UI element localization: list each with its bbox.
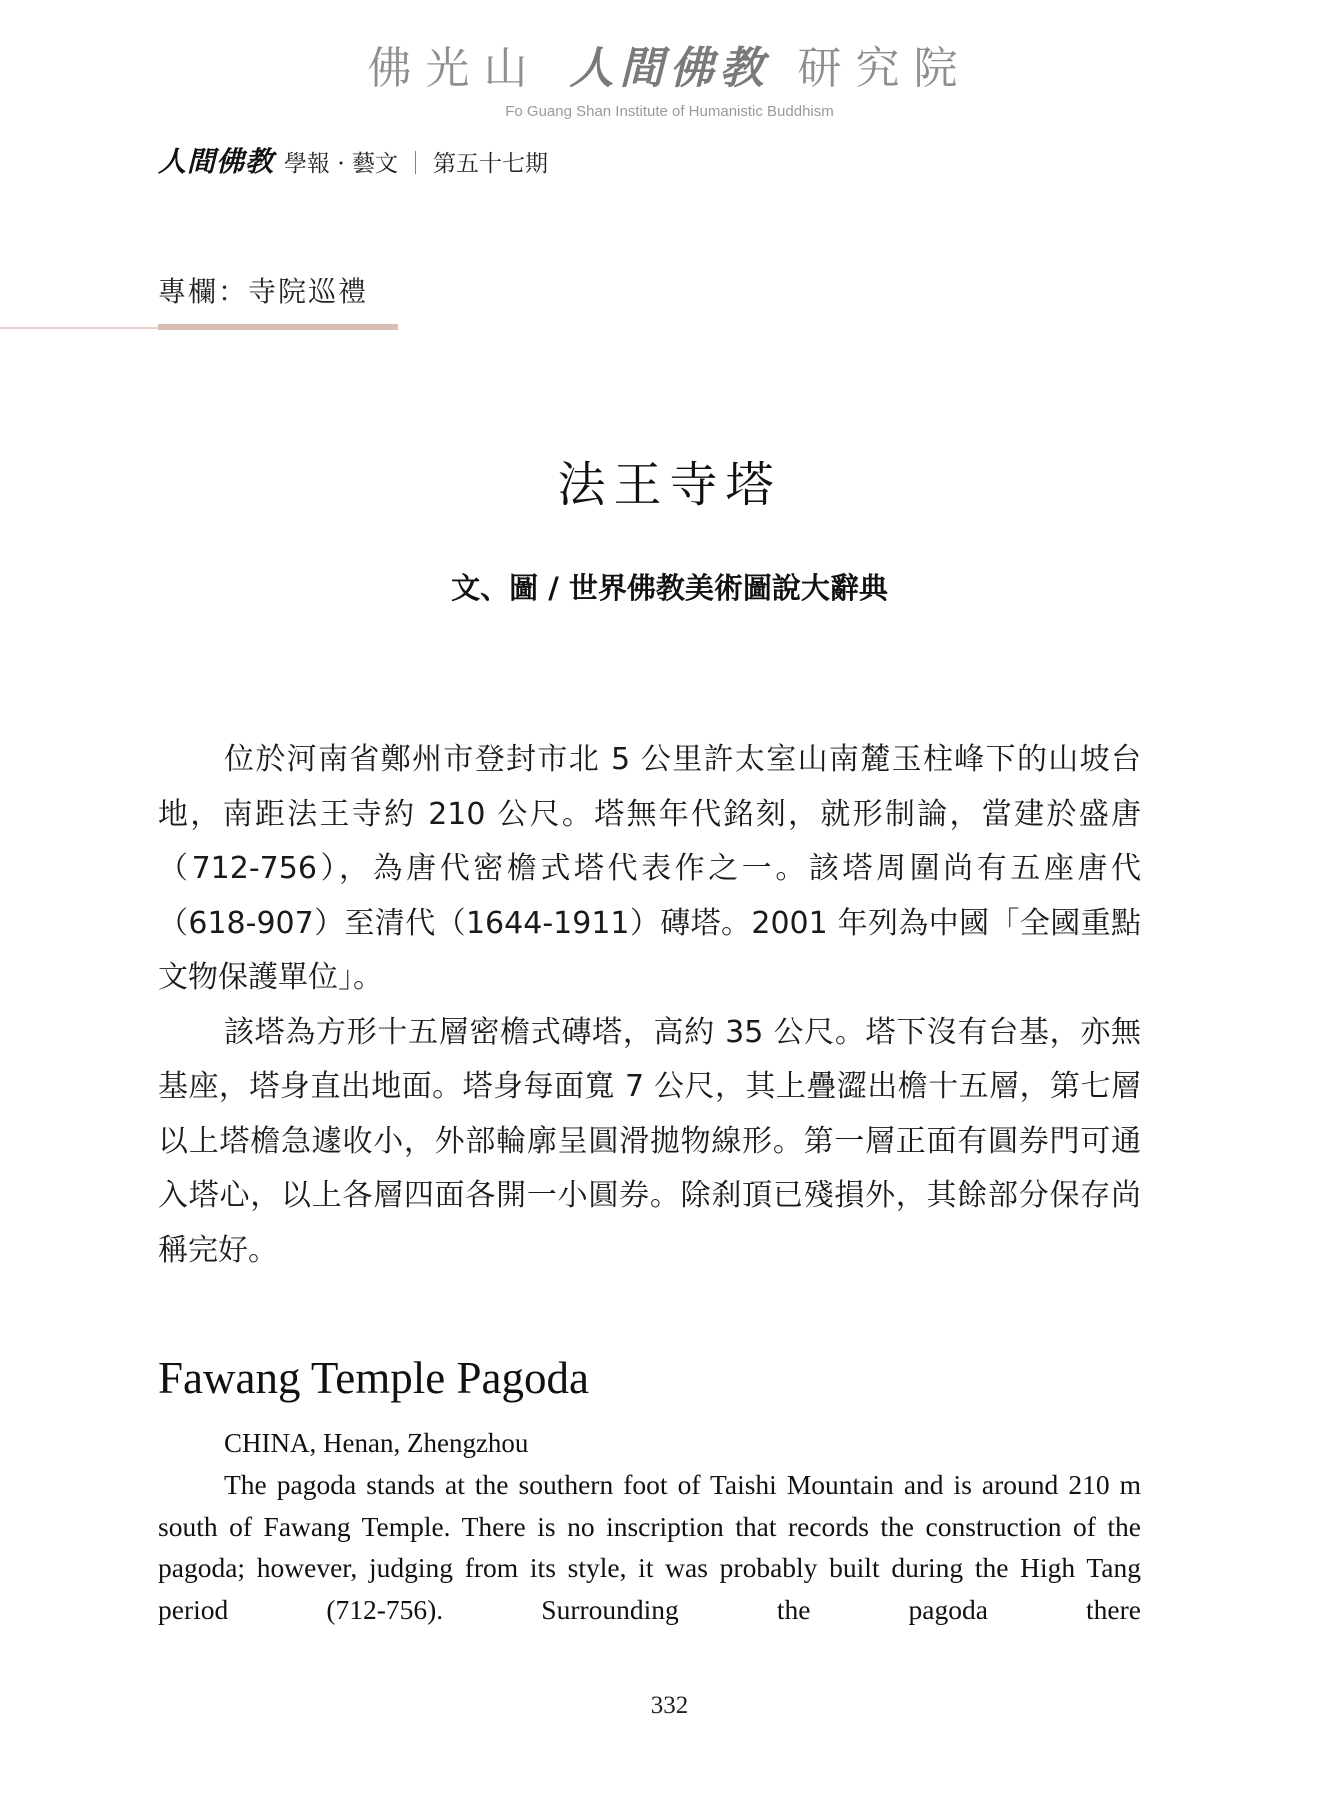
article-title: 法王寺塔 bbox=[557, 457, 782, 513]
journal-issue: 第五十七期 bbox=[432, 151, 548, 177]
chinese-paragraph-1: 位於河南省鄭州市登封市北 5 公里許太室山南麓玉柱峰下的山坡台地，南距法王寺約 210 公尺。塔無年代銘刻，就形制論，當建於盛唐（712-756），為唐代密檐式塔代表作之一。該塔周圍尚有五座唐代（618-907）至清代（1644-1911）磚塔。2001 年列為中國「全國重點文物保護單位」。 bbox=[158, 742, 1141, 995]
journal-header bbox=[158, 140, 548, 180]
institute-brand-calligraphy: 人間佛教 bbox=[569, 43, 770, 94]
english-title: Fawang Temple Pagoda bbox=[158, 1353, 589, 1403]
institute-name bbox=[0, 32, 1339, 96]
column-underline-bar bbox=[158, 324, 398, 330]
article-byline: 文、圖 / 世界佛教美術圖說大辭典 bbox=[451, 571, 888, 605]
header-separator: ｜ bbox=[403, 151, 427, 177]
english-location: CHINA, Henan, Zhengzhou bbox=[224, 1428, 529, 1458]
chinese-paragraph-2: 該塔為方形十五層密檐式磚塔，高約 35 公尺。塔下沒有台基，亦無基座，塔身直出地面。塔身每面寬 7 公尺，其上疊澀出檐十五層，第七層以上塔檐急遽收小，外部輪廓呈圓滑拋物線形。第一層正面有圓券門可通入塔心，以上各層四面各開一小圓券。除刹頂已殘損外，其餘部分保存尚稱完好。 bbox=[158, 1014, 1141, 1268]
institute-name-right: 研究院 bbox=[797, 43, 972, 94]
page-number: 332 bbox=[650, 1692, 689, 1719]
institute-english-name: Fo Guang Shan Institute of Humanistic Buddhism bbox=[505, 103, 834, 120]
journal-section: 學報 · 藝文 bbox=[284, 151, 398, 177]
column-tag: 專欄：寺院巡禮 bbox=[158, 275, 369, 308]
journal-logo: 人間佛教 bbox=[158, 145, 275, 178]
english-paragraph: The pagoda stands at the southern foot of Taishi Mountain and is around 210 m south of Fawang Temple. There is no inscription that records the construction of the pagoda; however, judging from its style, it was probably built during the High Tang period (712-756). Surrounding the pagoda there bbox=[158, 1469, 1141, 1625]
english-body bbox=[158, 1464, 1141, 1630]
institute-name-left: 佛光山 bbox=[367, 43, 542, 94]
chinese-body bbox=[158, 733, 1141, 1278]
